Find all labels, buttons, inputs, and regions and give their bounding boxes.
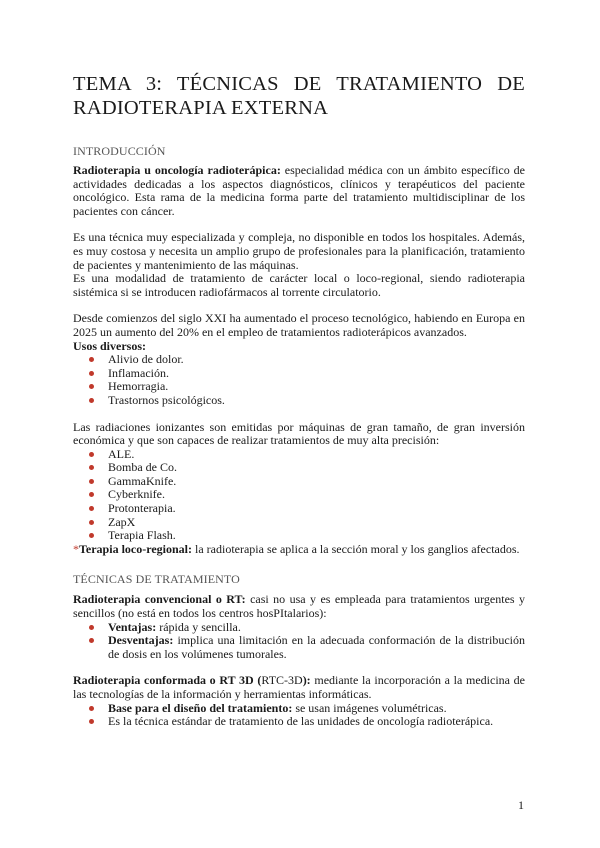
uses-label: Usos diversos: (73, 338, 147, 353)
list-item: Cyberknife. (108, 488, 525, 502)
list-item: Trastornos psicológicos. (108, 394, 525, 408)
list-item: Inflamación. (108, 367, 525, 381)
uses-list (73, 353, 525, 407)
rt-conventional-list (73, 621, 525, 662)
document-page (73, 72, 525, 729)
list-item: Protonterapia. (108, 502, 525, 516)
rt-3d-paragraph: Radioterapia conformada o RT 3D (RTC-3D): mediante la incorporación a la medicina de las tecnologías de la información y herramientas informáticas. (73, 673, 525, 701)
title-line-2: RADIOTERAPIA EXTERNA (73, 97, 329, 119)
list-item: Alivio de dolor. (108, 353, 525, 367)
machines-list (73, 448, 525, 543)
list-item: Base para el diseño del tratamiento: se usan imágenes volumétricas. (108, 702, 525, 716)
list-item: GammaKnife. (108, 475, 525, 489)
intro-paragraph-3: Es una modalidad de tratamiento de carácter local o loco-regional, siendo radioterapia sistémica si se introducen radiofármacos al torrente circulatorio. (73, 271, 525, 299)
rt-3d-list (73, 702, 525, 729)
document-title (73, 72, 525, 120)
title-line-1: TEMA 3: TÉCNICAS DE TRATAMIENTO DE (73, 73, 525, 95)
list-item: ZapX (108, 516, 525, 530)
intro-paragraph-1: Radioterapia u oncología radioterápica: especialidad médica con un ámbito específico de actividades dedicadas a los aspectos diagnósticos, clínicos y terapéuticos del paciente oncológico. Esta rama de la medicina forma parte del tratamiento multidisciplinar de los pacientes con cáncer. (73, 163, 526, 218)
intro-heading: INTRODUCCIÓN (73, 144, 166, 158)
intro-paragraph-5: Las radiaciones ionizantes son emitidas por máquinas de gran tamaño, de gran inversión económica y que son capaces de realizar tratamientos de muy alta precisión: (73, 419, 525, 448)
rt-conventional-paragraph: Radioterapia convencional o RT: casi no usa y es empleada para tratamientos urgentes y sencillos (no está en todos los centros hosPItalarios): (73, 592, 525, 621)
loco-regional-note: *Terapia loco-regional: la radioterapia se aplica a la sección moral y los ganglios afectados. (73, 541, 520, 556)
list-item: ALE. (108, 448, 525, 462)
page-number: 1 (518, 798, 524, 812)
list-item: Desventajas: implica una limitación en la adecuada conformación de la distribución de dosis en los volúmenes tumorales. (108, 633, 525, 661)
radioterapia-definition-term: Radioterapia u oncología radioterápica: (73, 163, 281, 177)
list-item: Ventajas: rápida y sencilla. (108, 621, 525, 635)
list-item: Es la técnica estándar de tratamiento de las unidades de oncología radioterápica. (108, 715, 525, 729)
list-item: Terapia Flash. (108, 529, 525, 543)
techniques-heading: TÉCNICAS DE TRATAMIENTO (73, 572, 240, 587)
intro-paragraph-4: Desde comienzos del siglo XXI ha aumentado el proceso tecnológico, habiendo en Europa en 2025 un aumento del 20% en el empleo de tratamientos radioterápicos avanzados. (73, 311, 525, 339)
list-item: Bomba de Co. (108, 461, 525, 475)
list-item: Hemorragia. (108, 380, 525, 394)
intro-paragraph-2: Es una técnica muy especializada y compleja, no disponible en todos los hospitales. Además, es muy costosa y necesita un amplio grupo de profesionales para la planificación, tratamiento de pacientes y mantenimiento de las máquinas. (73, 230, 525, 272)
